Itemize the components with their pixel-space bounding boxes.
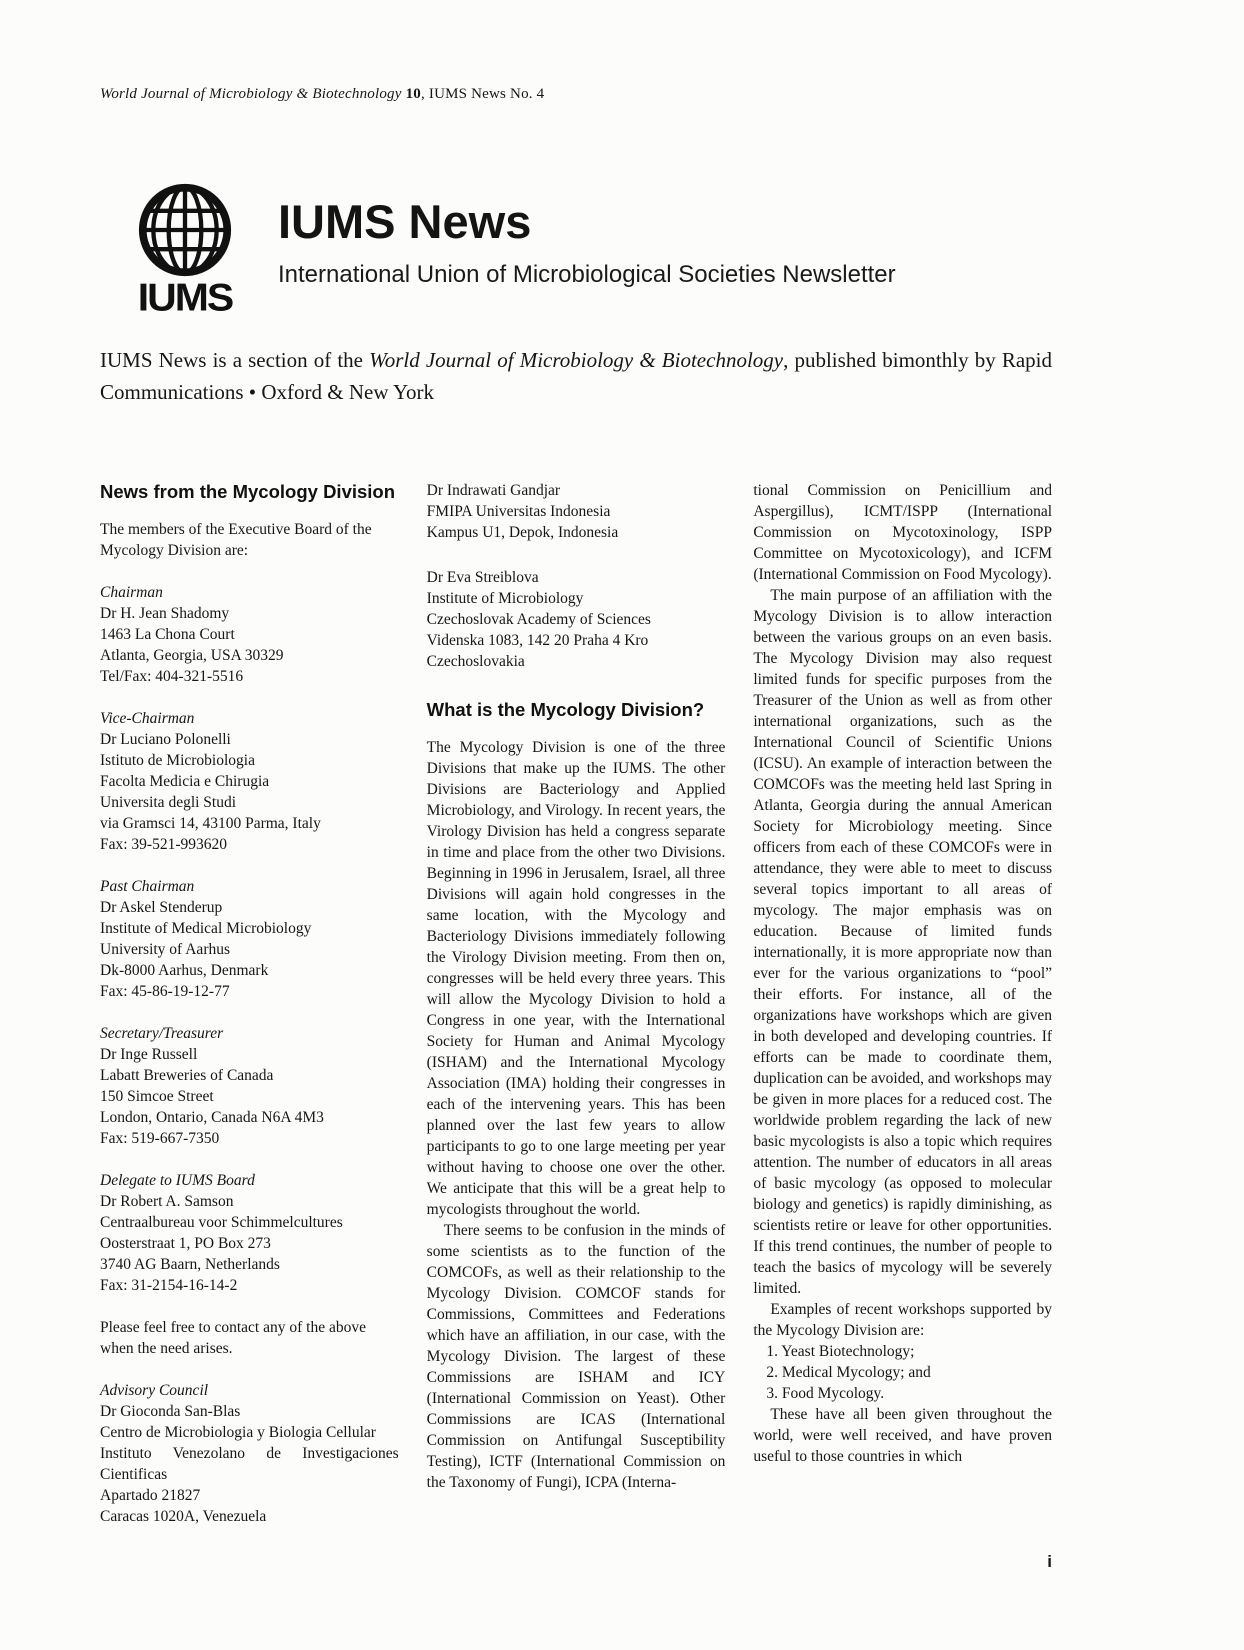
address-line: Dr Eva Streiblova (426, 569, 539, 586)
body-paragraph: There seems to be confusion in the minds of some scientists as to the function of the COMCOFs, as well as their relationship to the Mycology Division. COMCOF stands for Commissions, Committees and Federations which have an affiliation, in our case, with the Mycology Division. The largest of these Commissions are ISHAM and ICY (International Commission on Yeast). Other Commissions are ICAS (International Commission on Antifungal Susceptibility Testing), ICTF (International Commission on the Taxonomy of Fungi), ICPA (Interna- (426, 1222, 726, 1491)
masthead (126, 182, 896, 321)
column-3 (753, 480, 1052, 1527)
address-line: Facolta Medicia e Chirugia (100, 773, 270, 790)
address-line: Dr Indrawati Gandjar (426, 482, 561, 499)
address-line: Czechoslovakia (426, 653, 525, 670)
address-line: Institute of Microbiology (426, 590, 584, 607)
address-line: Dr Gioconda San-Blas (100, 1403, 241, 1420)
address-line: via Gramsci 14, 43100 Parma, Italy (100, 815, 321, 832)
advisory-member-streiblova (427, 567, 726, 672)
address-line: University of Aarhus (100, 941, 231, 958)
address-line: Labatt Breweries of Canada (100, 1067, 274, 1084)
page-subtitle: International Union of Microbiological Societies Newsletter (278, 261, 896, 288)
address-line: Czechoslovak Academy of Sciences (426, 611, 651, 628)
address-line: Centro de Microbiologia y Biologia Cellular (100, 1424, 376, 1441)
address-line: Apartado 21827 (100, 1487, 201, 1504)
intro-pre: IUMS News is a section of the (100, 348, 363, 372)
intro-paragraph (100, 344, 1052, 408)
address-line: Dk-8000 Aarhus, Denmark (100, 962, 269, 979)
address-line: Kampus U1, Depok, Indonesia (426, 524, 619, 541)
section-heading-news-from-mycology: News from the Mycology Division (100, 481, 396, 502)
running-header-journal: World Journal of Microbiology & Biotechnology (100, 86, 402, 102)
address-line: Dr Inge Russell (100, 1046, 198, 1063)
address-line: Dr Robert A. Samson (100, 1193, 234, 1210)
address-line: Caracas 1020A, Venezuela (100, 1508, 267, 1525)
workshop-list-item: 3. Food Mycology. (766, 1385, 885, 1402)
contact-note: Please feel free to contact any of the above when the need arises. (100, 1319, 366, 1357)
role-label: Delegate to IUMS Board (100, 1172, 255, 1189)
column-1 (100, 480, 399, 1527)
board-entry-vice-chairman (100, 708, 399, 855)
address-line: 1463 La Chona Court (100, 626, 235, 643)
masthead-text (278, 182, 896, 289)
workshop-list-item: 1. Yeast Biotechnology; (766, 1343, 915, 1360)
globe-icon (137, 182, 233, 278)
address-line: Centraalbureau voor Schimmelcultures (100, 1214, 343, 1231)
address-line: Tel/Fax: 404-321-5516 (100, 668, 244, 685)
column-2 (427, 480, 726, 1527)
board-entry-chairman (100, 582, 399, 687)
role-label: Vice-Chairman (100, 710, 195, 727)
address-line: Institute of Medical Microbiology (100, 920, 312, 937)
address-line: Videnska 1083, 142 20 Praha 4 Kro (426, 632, 649, 649)
role-label: Advisory Council (100, 1382, 209, 1399)
lead-paragraph: The members of the Executive Board of the Mycology Division are: (100, 521, 372, 559)
running-header (100, 86, 544, 103)
body-paragraph: Examples of recent workshops supported by the Mycology Division are: (753, 1301, 1053, 1339)
address-line: Dr Luciano Polonelli (100, 731, 231, 748)
address-line: Fax: 45-86-19-12-77 (100, 983, 230, 1000)
address-line: Fax: 519-667-7350 (100, 1130, 220, 1147)
address-line: 3740 AG Baarn, Netherlands (100, 1256, 280, 1273)
board-entry-past-chairman (100, 876, 399, 1002)
role-label: Chairman (100, 584, 163, 601)
address-line: Istituto de Microbiologia (100, 752, 255, 769)
address-line: 150 Simcoe Street (100, 1088, 214, 1105)
address-line: London, Ontario, Canada N6A 4M3 (100, 1109, 324, 1126)
advisory-member-gandjar (427, 480, 726, 543)
address-line: Universita degli Studi (100, 794, 237, 811)
role-label: Past Chairman (100, 878, 195, 895)
board-entry-secretary-treasurer (100, 1023, 399, 1149)
article-columns (100, 480, 1052, 1527)
address-line: Dr H. Jean Shadomy (100, 605, 230, 622)
address-line: FMIPA Universitas Indonesia (426, 503, 611, 520)
running-header-rest: , IUMS News No. 4 (420, 86, 545, 102)
board-entry-delegate (100, 1170, 399, 1296)
intro-journal-name: World Journal of Microbiology & Biotechnology (369, 348, 784, 372)
logo-wordmark: IUMS (137, 275, 233, 319)
advisory-council-entry (100, 1380, 399, 1527)
page-title: IUMS News (278, 195, 532, 248)
body-paragraph: These have all been given throughout the world, were well received, and have proven useful to those countries in which (753, 1406, 1053, 1465)
role-label: Secretary/Treasurer (100, 1025, 224, 1042)
address-line: Dr Askel Stenderup (100, 899, 223, 916)
intro-post: , published bimonthly by Rapid Communications • Oxford & New York (100, 348, 1052, 404)
address-line: Atlanta, Georgia, USA 30329 (100, 647, 284, 664)
iums-logo (126, 182, 244, 321)
address-line: Instituto Venezolano de Investigaciones Cientificas (100, 1445, 399, 1483)
body-paragraph: tional Commission on Penicillium and Aspergillus), ICMT/ISPP (International Commission on Mycotoxinology, ISPP Committee on Mycotoxicology), and ICFM (International Commission on Food Mycology). (753, 482, 1053, 583)
body-paragraph: The main purpose of an affiliation with the Mycology Division is to allow interaction between the various groups on an even basis. The Mycology Division may also request limited funds for specific purposes from the Treasurer of the Union as well as from other international organizations, such as the International Council of Scientific Unions (ICSU). An example of interaction between the COMCOFs was the meeting held last Spring in Atlanta, Georgia during the annual American Society for Microbiology meeting. Since officers from each of these COMCOFs were in attendance, they were able to meet to discuss several topics important to all areas of mycology. The major emphasis was on education. Because of limited funds internationally, it is more appropriate now than ever for the various organizations to “pool” their efforts. For instance, all of the organizations have workshops which are given in both developed and developing countries. If efforts can be made to coordinate them, duplication can be avoided, and workshops may be given in more places for a reduced cost. The worldwide problem regarding the lack of new basic mycologists is also a topic which requires attention. The number of educators in all areas of basic mycology (as opposed to molecular biology and genetics) is rapidly diminishing, as scientists retire or leave for other opportunities. If this trend continues, the number of people to teach the basics of mycology will be severely limited. (753, 587, 1053, 1297)
address-line: Fax: 31-2154-16-14-2 (100, 1277, 238, 1294)
address-line: Fax: 39-521-993620 (100, 836, 228, 853)
address-line: Oosterstraat 1, PO Box 273 (100, 1235, 271, 1252)
body-paragraph: The Mycology Division is one of the three Divisions that make up the IUMS. The other Divisions are Bacteriology and Applied Microbiology, and Virology. In recent years, the Virology Division has held a congress separate in time and place from the other two Divisions. Beginning in 1996 in Jerusalem, Israel, all three Divisions will again hold congresses in the same location, with the Mycology and Bacteriology Divisions immediately following the Virology Division meeting. From then on, congresses will be held every three years. This will allow the Mycology Division to hold a Congress in one year, with the International Society for Human and Animal Mycology (ISHAM) and the International Mycology Association (IMA) holding their congresses in each of the intervening years. This has been planned over the last few years to allow participants to go to one large meeting per year without having to choose one over the other. We anticipate that this will be a great help to mycologists throughout the world. (426, 739, 726, 1218)
workshop-list-item: 2. Medical Mycology; and (766, 1364, 931, 1381)
section-heading-what-is-mycology-division: What is the Mycology Division? (426, 699, 705, 720)
page-number: i (1047, 1552, 1052, 1571)
running-header-volume: 10 (405, 86, 421, 102)
